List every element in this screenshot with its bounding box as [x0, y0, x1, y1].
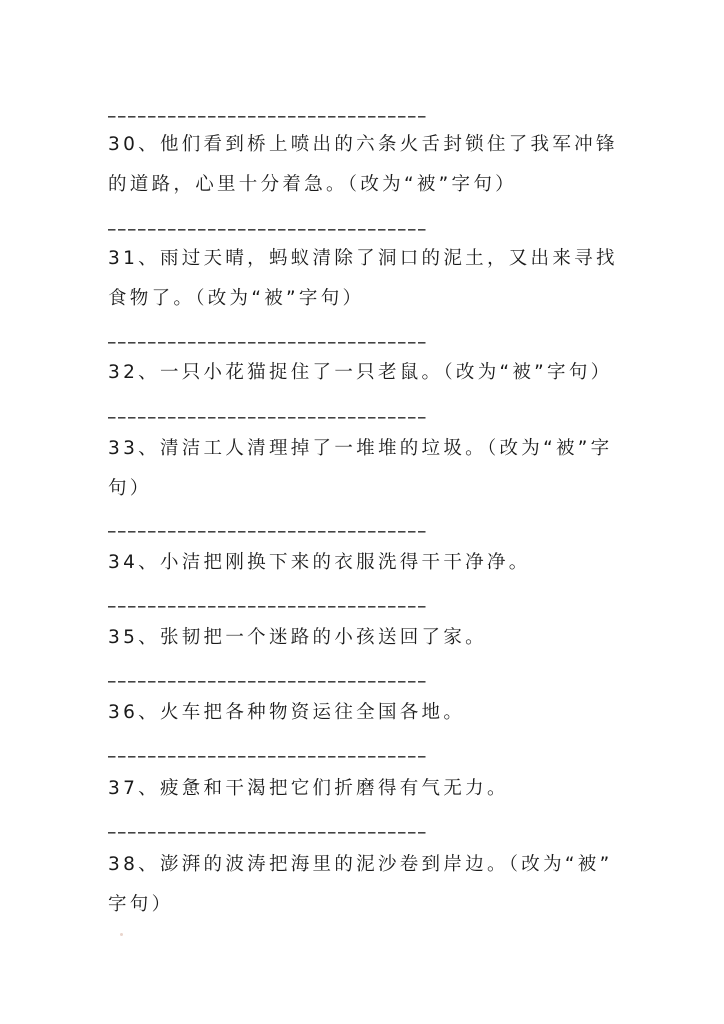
answer-line-29	[108, 110, 428, 120]
exercise-35-line-1: 35、张韧把一个迷路的小孩送回了家。	[108, 627, 487, 648]
exercise-31-line-2: 食物了。（改为“被”字句）	[108, 288, 365, 309]
answer-line-33	[108, 525, 428, 535]
exercise-33-line-1: 33、清洁工人清理掉了一堆堆的垃圾。（改为“被”字	[108, 438, 613, 459]
exercise-37-line-1: 37、疲惫和干渴把它们折磨得有气无力。	[108, 778, 509, 799]
answer-line-31	[108, 336, 428, 346]
exercise-38-line-2: 字句）	[108, 894, 174, 915]
answer-line-34	[108, 600, 428, 610]
exercise-36-line-1: 36、火车把各种物资运往全国各地。	[108, 702, 466, 723]
answer-line-32	[108, 411, 428, 421]
exercise-30-line-1: 30、他们看到桥上喷出的六条火舌封锁住了我军冲锋	[108, 134, 618, 155]
scan-speck	[120, 933, 123, 936]
exercise-33-line-2: 句）	[108, 478, 152, 499]
answer-line-30	[108, 223, 428, 233]
exercise-38-line-1: 38、澎湃的波涛把海里的泥沙卷到岸边。（改为“被”	[108, 854, 613, 875]
exercise-34-line-1: 34、小洁把刚换下来的衣服洗得干干净净。	[108, 552, 531, 573]
exercise-31-line-1: 31、雨过天晴，蚂蚁清除了洞口的泥土，又出来寻找	[108, 248, 618, 269]
answer-line-35	[108, 675, 428, 685]
exercise-32-line-1: 32、一只小花猫捉住了一只老鼠。（改为“被”字句）	[108, 362, 613, 383]
exercise-30-line-2: 的道路，心里十分着急。（改为“被”字句）	[108, 174, 517, 195]
answer-line-37	[108, 826, 428, 836]
answer-line-36	[108, 750, 428, 760]
